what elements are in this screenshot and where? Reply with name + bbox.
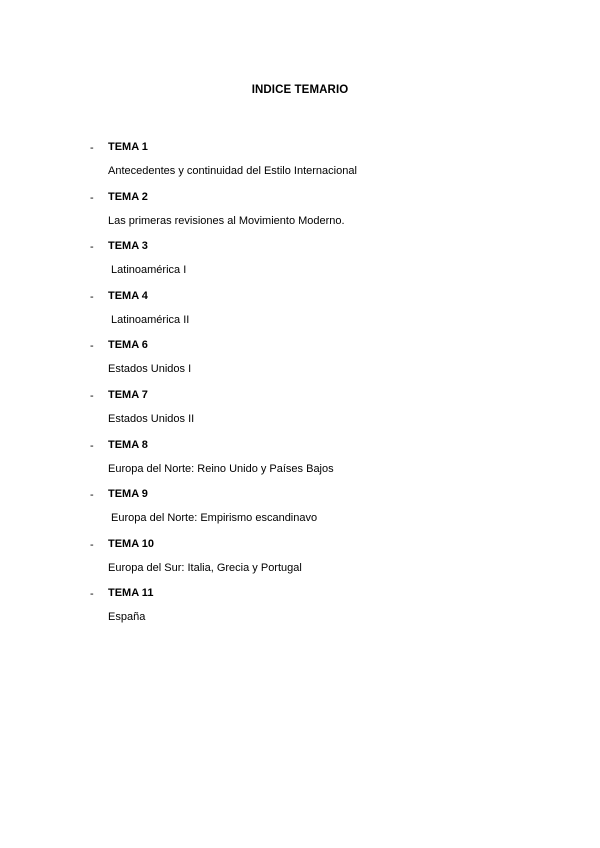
tema-description: Latinoamérica II <box>108 313 190 326</box>
toc-entry <box>0 138 600 188</box>
toc-entry <box>0 188 600 238</box>
tema-description: Estados Unidos II <box>108 412 195 425</box>
document-title: INDICE TEMARIO <box>251 84 349 96</box>
tema-label: TEMA 9 <box>108 488 148 501</box>
tema-description: España <box>108 611 146 624</box>
tema-description: Europa del Norte: Empirismo escandinavo <box>108 512 318 525</box>
tema-label: TEMA 2 <box>108 190 148 203</box>
tema-description: Estados Unidos I <box>108 363 192 376</box>
bullet-dash: - <box>90 142 94 154</box>
tema-description: Antecedentes y continuidad del Estilo Internacional <box>108 165 357 177</box>
tema-description: Europa del Norte: Reino Unido y Países Bajos <box>108 462 334 475</box>
table-of-contents <box>0 138 600 634</box>
toc-entry <box>0 287 600 337</box>
toc-entry <box>0 336 600 386</box>
bullet-dash: - <box>90 241 94 254</box>
tema-description: Europa del Sur: Italia, Grecia y Portugal <box>108 561 302 574</box>
tema-label: TEMA 10 <box>108 537 155 550</box>
toc-entry <box>0 237 600 287</box>
tema-description: Latinoamérica I <box>108 264 187 277</box>
bullet-dash: - <box>90 389 94 402</box>
bullet-dash: - <box>90 290 94 303</box>
toc-entry <box>0 584 600 634</box>
tema-label: TEMA 11 <box>108 587 154 600</box>
bullet-dash: - <box>90 489 94 502</box>
bullet-dash: - <box>90 538 94 551</box>
bullet-dash: - <box>90 191 94 204</box>
toc-entry <box>0 485 600 535</box>
tema-label: TEMA 7 <box>108 388 148 401</box>
tema-label: TEMA 1 <box>108 141 148 153</box>
tema-description: Las primeras revisiones al Movimiento Moderno. <box>108 214 345 227</box>
bullet-dash: - <box>90 340 94 353</box>
toc-entry <box>0 386 600 436</box>
tema-label: TEMA 4 <box>108 289 148 302</box>
toc-entry <box>0 436 600 486</box>
tema-label: TEMA 3 <box>108 240 148 253</box>
toc-entry <box>0 535 600 585</box>
tema-label: TEMA 8 <box>108 438 148 451</box>
bullet-dash: - <box>90 439 94 452</box>
tema-label: TEMA 6 <box>108 339 148 352</box>
bullet-dash: - <box>90 588 94 601</box>
